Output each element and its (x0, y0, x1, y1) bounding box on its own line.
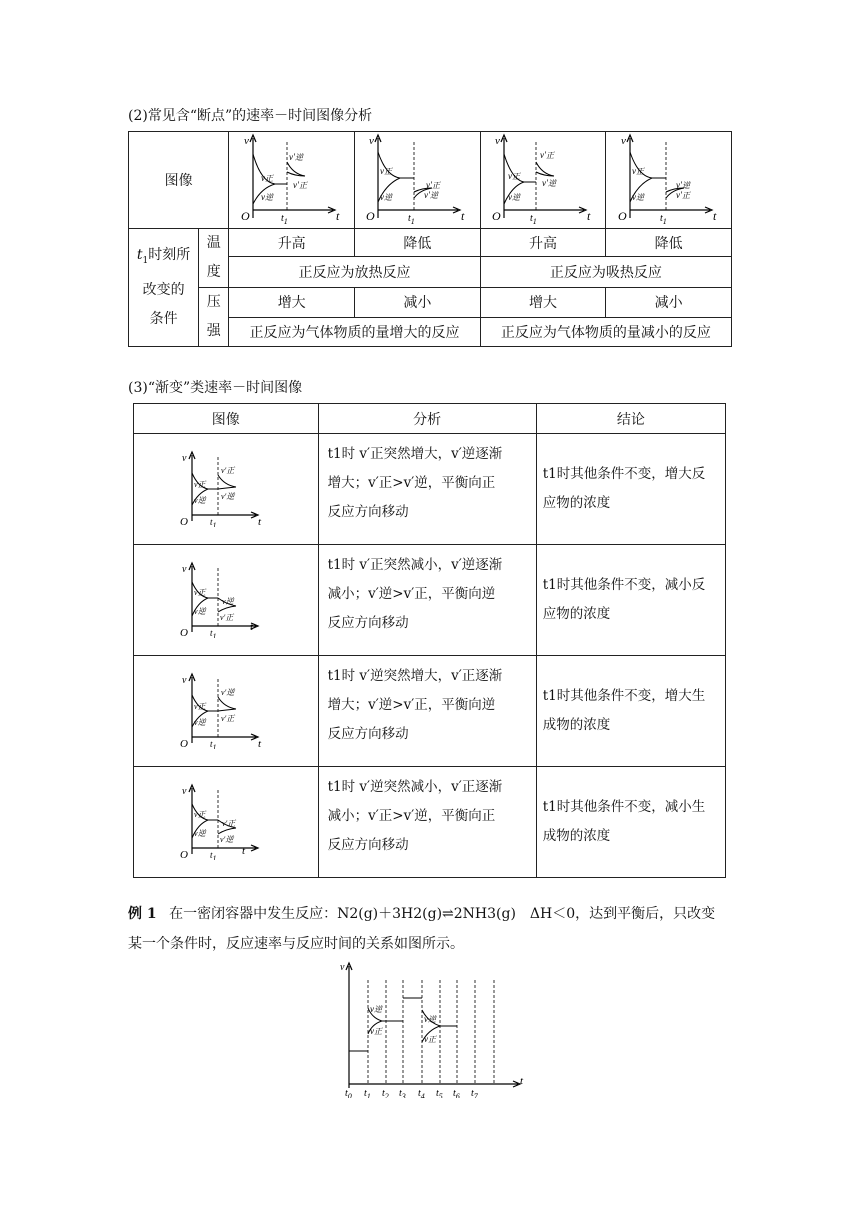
svg-text:v′正: v′正 (292, 180, 307, 190)
svg-text:t: t (587, 209, 591, 223)
svg-text:t1: t1 (209, 517, 217, 527)
svg-text:t: t (461, 209, 465, 223)
svg-text:v正: v正 (508, 171, 520, 181)
conclusion-cell: t1时其他条件不变，增大生 成物的浓度 (536, 656, 725, 767)
svg-text:v正: v正 (193, 702, 206, 711)
svg-text:v正: v正 (193, 810, 206, 819)
svg-text:v逆: v逆 (424, 1014, 436, 1024)
conclusion-cell: t1时其他条件不变，减小生 成物的浓度 (536, 767, 725, 878)
rate-time-graph (610, 132, 728, 224)
svg-text:t: t (712, 209, 716, 223)
header-graph: 图像 (134, 404, 319, 434)
rate-time-graph (176, 558, 276, 638)
tick-t0: $t_0$ (345, 1088, 352, 1098)
svg-text:t: t (257, 516, 261, 527)
svg-text:v逆: v逆 (193, 496, 206, 505)
rate-time-graph (233, 132, 351, 224)
svg-text:v′逆: v′逆 (542, 178, 556, 188)
svg-text:v正: v正 (260, 173, 273, 183)
svg-text:t1: t1 (209, 739, 217, 749)
svg-text:v逆: v逆 (508, 192, 520, 202)
time-tick-labels (345, 1088, 479, 1098)
svg-text:O: O (179, 627, 188, 638)
svg-text:v正: v正 (193, 588, 206, 597)
svg-text:O: O (179, 849, 188, 860)
svg-text:t: t (241, 845, 245, 857)
svg-text:O: O (492, 209, 501, 223)
header-conclusion: 结论 (536, 404, 725, 434)
gradual-graph-2 (134, 545, 319, 656)
temperature-label: 温 度 (199, 229, 229, 288)
pres-value: 增大 (480, 288, 606, 318)
svg-text:v逆: v逆 (193, 829, 206, 838)
svg-text:v′逆: v′逆 (424, 190, 439, 200)
svg-text:v: v (369, 135, 375, 147)
tick-t4: $t_4$ (418, 1088, 425, 1098)
pres-value: 减小 (355, 288, 481, 318)
breakpoint-graph-3 (480, 132, 606, 229)
rate-time-graph (176, 780, 276, 860)
svg-text:v逆: v逆 (631, 192, 644, 202)
analysis-cell: t1时 v′正突然增大，v′逆逐渐 增大；v′正>v′逆，平衡向正 反应方向移动 (318, 434, 536, 545)
svg-text:v′正: v′正 (219, 613, 234, 622)
gradual-graph-4 (134, 767, 319, 878)
rate-time-graph (358, 132, 476, 224)
svg-text:O: O (366, 209, 376, 223)
svg-text:v正: v正 (424, 1034, 436, 1044)
temp-value: 降低 (355, 229, 481, 257)
svg-text:t1: $t_1$ (530, 213, 537, 224)
svg-text:t1: $t_1$ (659, 213, 667, 224)
analysis-cell: t1时 v′逆突然减小，v′正逐渐 减小；v′正>v′逆，平衡向正 反应方向移动 (318, 767, 536, 878)
section2-heading: (2)常见含“断点”的速率－时间图像分析 (128, 108, 373, 124)
conclusion-cell: t1时其他条件不变，增大反 应物的浓度 (536, 434, 725, 545)
svg-text:v逆: v逆 (221, 597, 234, 606)
rate-time-graph (484, 132, 602, 224)
example-1 (128, 899, 748, 929)
temp-value: 降低 (606, 229, 732, 257)
pres-value: 增大 (229, 288, 355, 318)
pres-value: 减小 (606, 288, 732, 318)
svg-text:v′逆: v′逆 (220, 688, 235, 697)
v-axis-label: v (243, 135, 249, 147)
gradual-graph-3 (134, 656, 319, 767)
svg-text:v逆: v逆 (260, 192, 273, 202)
svg-text:v: v (181, 564, 187, 575)
analysis-cell: t1时 v′正突然减小，v′逆逐渐 减小；v′逆>v′正，平衡向逆 反应方向移动 (318, 545, 536, 656)
pressure-label: 压 强 (199, 288, 229, 347)
svg-text:v′正: v′正 (426, 180, 441, 190)
tick-t6: $t_6$ (453, 1088, 460, 1098)
svg-text:v逆: v逆 (380, 192, 393, 202)
gradual-graph-1 (134, 434, 319, 545)
gradual-table (133, 403, 726, 878)
temp-note: 正反应为放热反应 (229, 257, 480, 288)
svg-text:v正: v正 (370, 1026, 382, 1036)
svg-text:v′逆: v′逆 (288, 152, 303, 162)
svg-text:v: v (495, 135, 500, 147)
svg-text:v′正: v′正 (220, 466, 235, 475)
temp-value: 升高 (229, 229, 355, 257)
svg-text:v′逆: v′逆 (220, 492, 235, 501)
svg-text:t1: t1 (209, 850, 217, 860)
svg-text:v逆: v逆 (193, 718, 206, 727)
pres-note: 正反应为气体物质的量减小的反应 (480, 317, 731, 347)
origin-label: O (240, 209, 250, 223)
temp-note: 正反应为吸热反应 (480, 257, 731, 288)
t1-label: $t_1$ (280, 213, 288, 224)
rate-time-graph (176, 669, 276, 749)
svg-text:v: v (181, 453, 187, 464)
svg-text:t1: $t_1$ (408, 213, 416, 224)
example-line1: 在一密闭容器中发生反应：N2(g)＋3H2(g)⇌2NH3(g) ΔH＜0，达到平衡后，只改变 (169, 906, 716, 922)
section3-heading: (3)“渐变”类速率－时间图像 (128, 380, 303, 396)
breakpoint-graph-4 (606, 132, 732, 229)
svg-text:t: t (249, 621, 253, 633)
svg-text:v′正: v′正 (675, 190, 690, 200)
tick-t7: $t_7$ (471, 1088, 478, 1098)
graph-row-label: 图像 (129, 132, 229, 229)
svg-text:v正: v正 (193, 480, 206, 489)
svg-text:v: v (181, 786, 187, 797)
temp-value: 升高 (480, 229, 606, 257)
example-rate-time-graph (336, 960, 526, 1098)
svg-text:v: v (340, 962, 345, 973)
svg-text:v正: v正 (631, 166, 644, 176)
condition-label: $t_1$时刻所 改变的 条件 (129, 229, 199, 347)
rate-time-graph (176, 447, 276, 527)
svg-text:t: t (520, 1075, 524, 1087)
conclusion-cell: t1时其他条件不变，减小反 应物的浓度 (536, 545, 725, 656)
breakpoint-graph-1 (229, 132, 355, 229)
svg-text:v逆: v逆 (193, 607, 206, 616)
svg-text:v: v (620, 135, 626, 147)
t-axis-label: t (335, 209, 340, 223)
svg-text:t: t (257, 738, 261, 749)
svg-text:t1: t1 (209, 628, 217, 638)
svg-text:v′正: v′正 (540, 150, 554, 160)
tick-t1: $t_1$ (364, 1088, 371, 1098)
svg-text:v正: v正 (380, 166, 393, 176)
breakpoint-table (128, 131, 732, 347)
svg-text:O: O (617, 209, 627, 223)
svg-text:v: v (181, 675, 187, 686)
header-analysis: 分析 (318, 404, 536, 434)
tick-t3: $t_3$ (399, 1088, 406, 1098)
svg-text:O: O (179, 738, 188, 749)
example-label: 例 1 (128, 906, 157, 922)
tick-t5: $t_5$ (436, 1088, 443, 1098)
example-line2: 某一个条件时，反应速率与反应时间的关系如图所示。 (128, 936, 464, 952)
tick-t2: $t_2$ (382, 1088, 389, 1098)
breakpoint-graph-2 (355, 132, 481, 229)
pres-note: 正反应为气体物质的量增大的反应 (229, 317, 480, 347)
svg-text:v′正: v′正 (220, 714, 235, 723)
svg-text:v′正: v′正 (221, 819, 236, 828)
svg-text:v′逆: v′逆 (219, 835, 234, 844)
svg-text:v逆: v逆 (370, 1004, 382, 1014)
svg-text:O: O (179, 516, 188, 527)
analysis-cell: t1时 v′逆突然增大，v′正逐渐 增大；v′逆>v′正，平衡向逆 反应方向移动 (318, 656, 536, 767)
svg-text:v′逆: v′逆 (675, 180, 690, 190)
